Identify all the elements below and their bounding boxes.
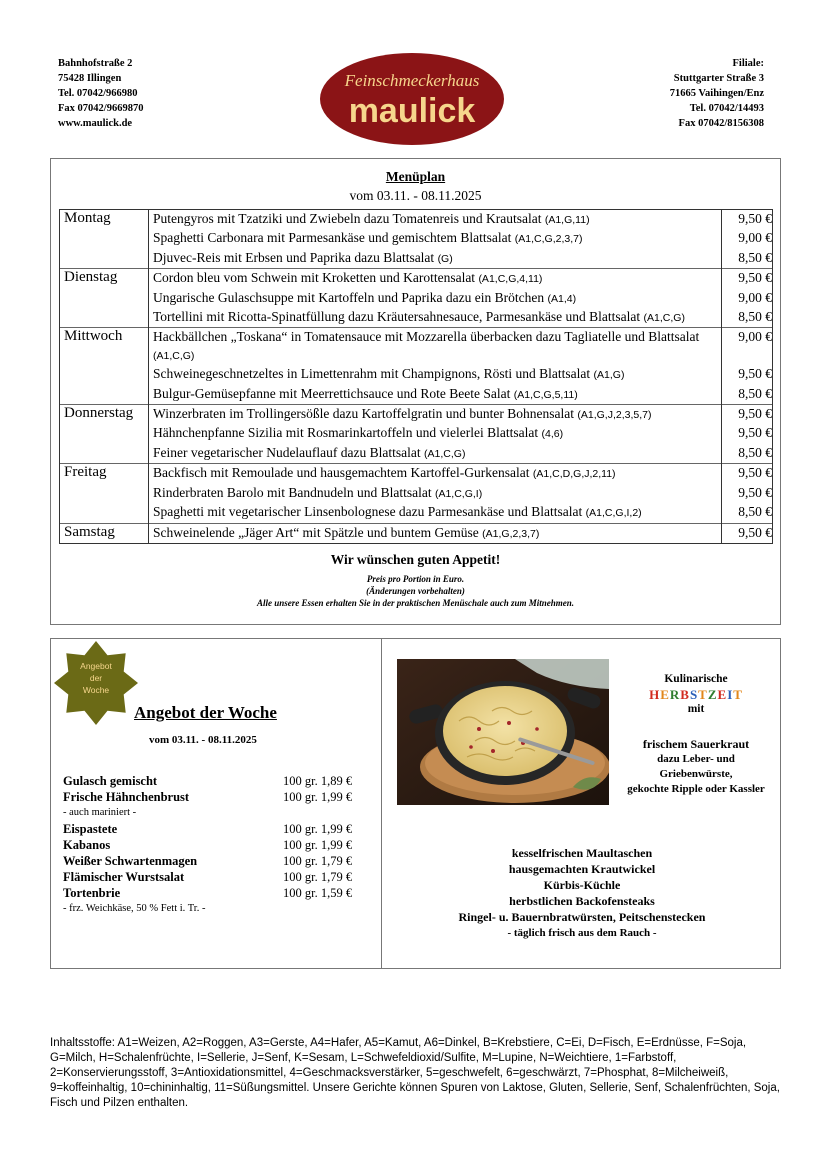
special-item: Kürbis-Küchle <box>543 878 621 892</box>
dish-price: 8,50 € <box>722 308 773 328</box>
dish <box>149 523 722 543</box>
dish <box>149 424 722 443</box>
offer-item <box>63 853 352 869</box>
offer-table <box>63 773 352 917</box>
offer-price: 100 gr. 1,89 € <box>283 774 353 788</box>
appetite-wish: Wir wünschen guten Appetit! <box>330 552 501 567</box>
season-line: frischem Sauerkraut <box>642 737 750 751</box>
menu-row <box>60 424 773 443</box>
dish <box>149 308 722 328</box>
section-divider <box>381 639 382 968</box>
offer-item <box>63 821 352 837</box>
allergen-legend: Inhaltsstoffe: A1=Weizen, A2=Roggen, A3=Gerste, A4=Hafer, A5=Kamut, A6=Dinkel, B=Krebstiere, C=Ei, D=Fisch, E=Erdnüsse, F=Soja, G=Milch, H=Schalenfrüchte, I=Sellerie, J=Senf, K=Sesam, L=Schwefeldioxid/Sulfite, M=Lupine, N=Weichtiere, 1=Farbstoff, 2=Konservierungsstoff, 3=Antioxidationsmittel, 4=Geschmacksverstärker, 5=geschwefelt, 6=geschwärzt, 7=Phosphat, 8=Milcheiweiß, 9=koffeinhaltig, 10=chininhaltig, 11=Süßungsmittel. Unsere Gerichte können Spuren von Laktose, Gluten, Sellerie, Senf, Schalenfrüchten, Soja, Fisch und Pilzen enthalten. <box>50 1037 780 1109</box>
special-item: hausgemachten Krautwickel <box>508 862 656 876</box>
day-label: Montag <box>60 210 149 269</box>
offer-price: 100 gr. 1,99 € <box>283 790 353 804</box>
dish-price: 9,50 € <box>722 405 773 425</box>
offer-note: - frz. Weichkäse, 50 % Fett i. Tr. - <box>63 903 206 914</box>
dish-price: 8,50 € <box>722 385 773 405</box>
dish-price: 9,00 € <box>722 328 773 365</box>
address-line: Tel. 07042/966980 <box>58 88 138 99</box>
dish <box>149 229 722 248</box>
offer-price: 100 gr. 1,59 € <box>283 886 353 900</box>
offer-name: Kabanos <box>63 838 111 852</box>
specials-list <box>383 845 781 941</box>
offer-name-text: Tortenbrie <box>63 886 121 900</box>
special-item: - täglich frisch aus dem Rauch - <box>507 927 657 939</box>
dish-price: 9,50 € <box>722 464 773 484</box>
herbstzeit-letter: H <box>649 687 661 702</box>
menu-plan <box>50 158 781 625</box>
offer-badge-icon <box>53 640 139 726</box>
website-link[interactable]: www.maulick.de <box>58 118 133 129</box>
offer-item <box>63 773 352 789</box>
day-label: Samstag <box>60 523 149 543</box>
menu-row <box>60 365 773 384</box>
dish-text: Winzerbraten im Trollingersößle dazu Kartoffelgratin und bunter Bohnensalat <box>153 406 574 422</box>
offer-price: 100 gr. 1,99 € <box>283 822 353 836</box>
dish <box>149 385 722 405</box>
offer-name: Eispastete <box>63 822 118 836</box>
offer-price: 100 gr. 1,79 € <box>283 870 353 884</box>
herbstzeit-letter: R <box>669 687 681 702</box>
special-item: herbstlichen Backofensteaks <box>509 894 655 908</box>
menu-table <box>59 209 773 544</box>
season-line: Griebenwürste, <box>659 768 733 780</box>
menu-row <box>60 308 773 328</box>
dish <box>149 210 722 230</box>
allergens: (G) <box>437 252 453 265</box>
allergens: (A1,C,G) <box>643 312 685 325</box>
dish-price: 9,50 € <box>722 210 773 230</box>
dish-text: Ungarische Gulaschsuppe mit Kartoffeln und Paprika dazu ein Brötchen <box>153 289 545 305</box>
address-line: 71665 Vaihingen/Enz <box>669 88 764 99</box>
dish-price: 9,50 € <box>722 484 773 503</box>
offer-section <box>50 638 781 969</box>
dish-text: Rinderbraten Barolo mit Bandnudeln und Blattsalat <box>153 484 432 500</box>
menu-row <box>60 444 773 464</box>
dish-text: Djuvec-Reis mit Erbsen und Paprika dazu Blattsalat <box>153 249 435 265</box>
herbstzeit-letter: T <box>698 687 708 702</box>
allergens: (A1,C,G) <box>153 349 195 362</box>
address-line: Fax 07042/8156308 <box>678 118 764 129</box>
dish-text: Cordon bleu vom Schwein mit Kroketten und Karottensalat <box>153 270 476 286</box>
dish <box>149 365 722 384</box>
menu-row <box>60 484 773 503</box>
address-line: 75428 Illingen <box>58 73 122 84</box>
season-promo <box>611 672 781 797</box>
season-line: gekochte Ripple oder Kassler <box>627 783 765 795</box>
menu-row <box>60 289 773 308</box>
menu-row <box>60 385 773 405</box>
address-branch <box>670 56 764 131</box>
menu-row <box>60 249 773 269</box>
menu-notes <box>51 573 780 609</box>
dish <box>149 269 722 289</box>
address-line: Filiale: <box>732 58 764 69</box>
note-line: Alle unsere Essen erhalten Sie in der praktischen Menüschale auch zum Mitnehmen. <box>256 598 575 608</box>
offer-item <box>63 837 352 853</box>
offer-name <box>63 789 283 821</box>
allergens: (A1,G) <box>593 369 625 382</box>
menu-row <box>60 229 773 248</box>
offer-name: Flämischer Wurstsalat <box>63 870 185 884</box>
allergens: (A1,C,G,5,11) <box>513 388 578 401</box>
offer-item <box>63 789 352 821</box>
allergens: (A1,C,G,I) <box>434 487 483 500</box>
allergens: (A1,C,G,2,3,7) <box>514 233 583 246</box>
offer-price: 100 gr. 1,79 € <box>283 854 353 868</box>
dish-text: Backfisch mit Remoulade und hausgemachtem Kartoffel-Gurkensalat <box>153 465 530 481</box>
badge-text: der <box>89 673 103 683</box>
sauerkraut-pan-photo <box>397 659 609 805</box>
dish-price: 9,50 € <box>722 269 773 289</box>
dish-price: 8,50 € <box>722 444 773 464</box>
menu-title: Menüplan <box>385 169 446 184</box>
herbstzeit-title <box>611 687 781 702</box>
menu-row <box>60 405 773 425</box>
badge-text: Angebot <box>80 661 112 671</box>
menu-row <box>60 210 773 230</box>
season-line: Kulinarische <box>664 673 728 685</box>
menu-row <box>60 328 773 365</box>
dish-price: 9,50 € <box>722 523 773 543</box>
offer-item <box>63 885 352 917</box>
herbstzeit-letter: T <box>733 687 743 702</box>
allergens: (A1,G,11) <box>544 214 590 226</box>
dish-text: Bulgur-Gemüsepfanne mit Meerrettichsauce und Rote Beete Salat <box>153 385 511 401</box>
dish <box>149 405 722 425</box>
logo-script-text: Feinschmeckerhaus <box>344 71 480 90</box>
menu-row <box>60 269 773 289</box>
dish <box>149 249 722 269</box>
dish-text: Schweinegeschnetzeltes in Limettenrahm mit Champignons, Rösti und Blattsalat <box>153 366 591 382</box>
dish <box>149 289 722 308</box>
menu-row <box>60 464 773 484</box>
dish <box>149 464 722 484</box>
dish-text: Schweinelende „Jäger Art“ mit Spätzle und buntem Gemüse <box>153 524 479 540</box>
allergens: (4,6) <box>541 428 564 441</box>
dish-price: 8,50 € <box>722 249 773 269</box>
dish-price: 9,00 € <box>722 289 773 308</box>
offer-item <box>63 869 352 885</box>
dish-text: Hähnchenpfanne Sizilia mit Rosmarinkartoffeln und vielerlei Blattsalat <box>153 425 539 441</box>
allergens: (A1,G,J,2,3,5,7) <box>577 409 652 422</box>
logo-main-text: maulick <box>348 92 476 130</box>
dish-text: Putengyros mit Tzatziki und Zwiebeln dazu Tomatenreis und Krautsalat <box>153 211 542 226</box>
season-line: mit <box>687 703 705 715</box>
allergens: (A1,4) <box>547 292 577 305</box>
dish-text: Spaghetti Carbonara mit Parmesankäse und gemischtem Blattsalat <box>153 230 512 246</box>
maulick-logo <box>319 52 505 146</box>
dish <box>149 444 722 464</box>
dish-price: 9,50 € <box>722 424 773 443</box>
allergens: (A1,G,2,3,7) <box>482 527 540 540</box>
offer-name <box>63 885 283 917</box>
offer-name-text: Frische Hähnchenbrust <box>63 790 190 804</box>
note-line: Preis pro Portion in Euro. <box>366 574 465 584</box>
herbstzeit-letter: S <box>689 687 699 702</box>
special-item: kesselfrischen Maultaschen <box>511 846 653 860</box>
address-line: Stuttgarter Straße 3 <box>673 73 764 84</box>
address-main <box>58 56 143 131</box>
dish-price: 8,50 € <box>722 503 773 523</box>
allergens: (A1,C,D,G,J,2,11) <box>532 468 616 481</box>
menu-row <box>60 503 773 523</box>
address-line: Tel. 07042/14493 <box>689 103 764 114</box>
offer-price: 100 gr. 1,99 € <box>283 838 353 852</box>
dish <box>149 328 722 365</box>
menu-dates: vom 03.11. - 08.11.2025 <box>349 188 482 203</box>
day-label: Donnerstag <box>60 405 149 464</box>
herbstzeit-letter: E <box>660 687 670 702</box>
offer-note: - auch mariniert - <box>63 807 137 818</box>
day-label: Mittwoch <box>60 328 149 405</box>
dish-price: 9,00 € <box>722 229 773 248</box>
offer-name: Weißer Schwartenmagen <box>63 854 198 868</box>
dish-text: Tortellini mit Ricotta-Spinatfüllung dazu Kräutersahnesauce, Parmesankäse und Blattsalat <box>153 309 641 325</box>
dish-price: 9,50 € <box>722 365 773 384</box>
season-line: dazu Leber- und <box>657 753 735 765</box>
allergens: (A1,C,G,4,11) <box>478 273 543 286</box>
day-label: Dienstag <box>60 269 149 328</box>
address-line: Bahnhofstraße 2 <box>58 58 133 69</box>
allergens: (A1,C,G,I,2) <box>585 507 642 520</box>
dish <box>149 484 722 503</box>
menu-row <box>60 523 773 543</box>
dish <box>149 503 722 523</box>
day-label: Freitag <box>60 464 149 523</box>
address-line: Fax 07042/9669870 <box>58 103 144 114</box>
special-item: Ringel- u. Bauernbratwürsten, Peitschenstecken <box>458 910 706 924</box>
offer-dates: vom 03.11. - 08.11.2025 <box>149 734 257 746</box>
note-line: (Änderungen vorbehalten) <box>366 586 465 596</box>
dish-text: Feiner vegetarischer Nudelauflauf dazu Blattsalat <box>153 444 421 460</box>
dish-text: Hackbällchen „Toskana“ in Tomatensauce mit Mozzarella überbacken dazu Tagliatelle und Blattsalat <box>153 329 700 345</box>
herbstzeit-letter: B <box>680 687 690 702</box>
badge-text: Woche <box>82 685 110 695</box>
offer-title: Angebot der Woche <box>134 703 277 722</box>
offer-name: Gulasch gemischt <box>63 774 158 788</box>
herbstzeit-letter: I <box>727 687 734 702</box>
herbstzeit-letter: Z <box>707 687 718 702</box>
dish-text: Spaghetti mit vegetarischer Linsenbolognese dazu Parmesankäse und Blattsalat <box>153 504 583 520</box>
allergens: (A1,C,G) <box>424 447 466 460</box>
herbstzeit-letter: E <box>717 687 728 702</box>
